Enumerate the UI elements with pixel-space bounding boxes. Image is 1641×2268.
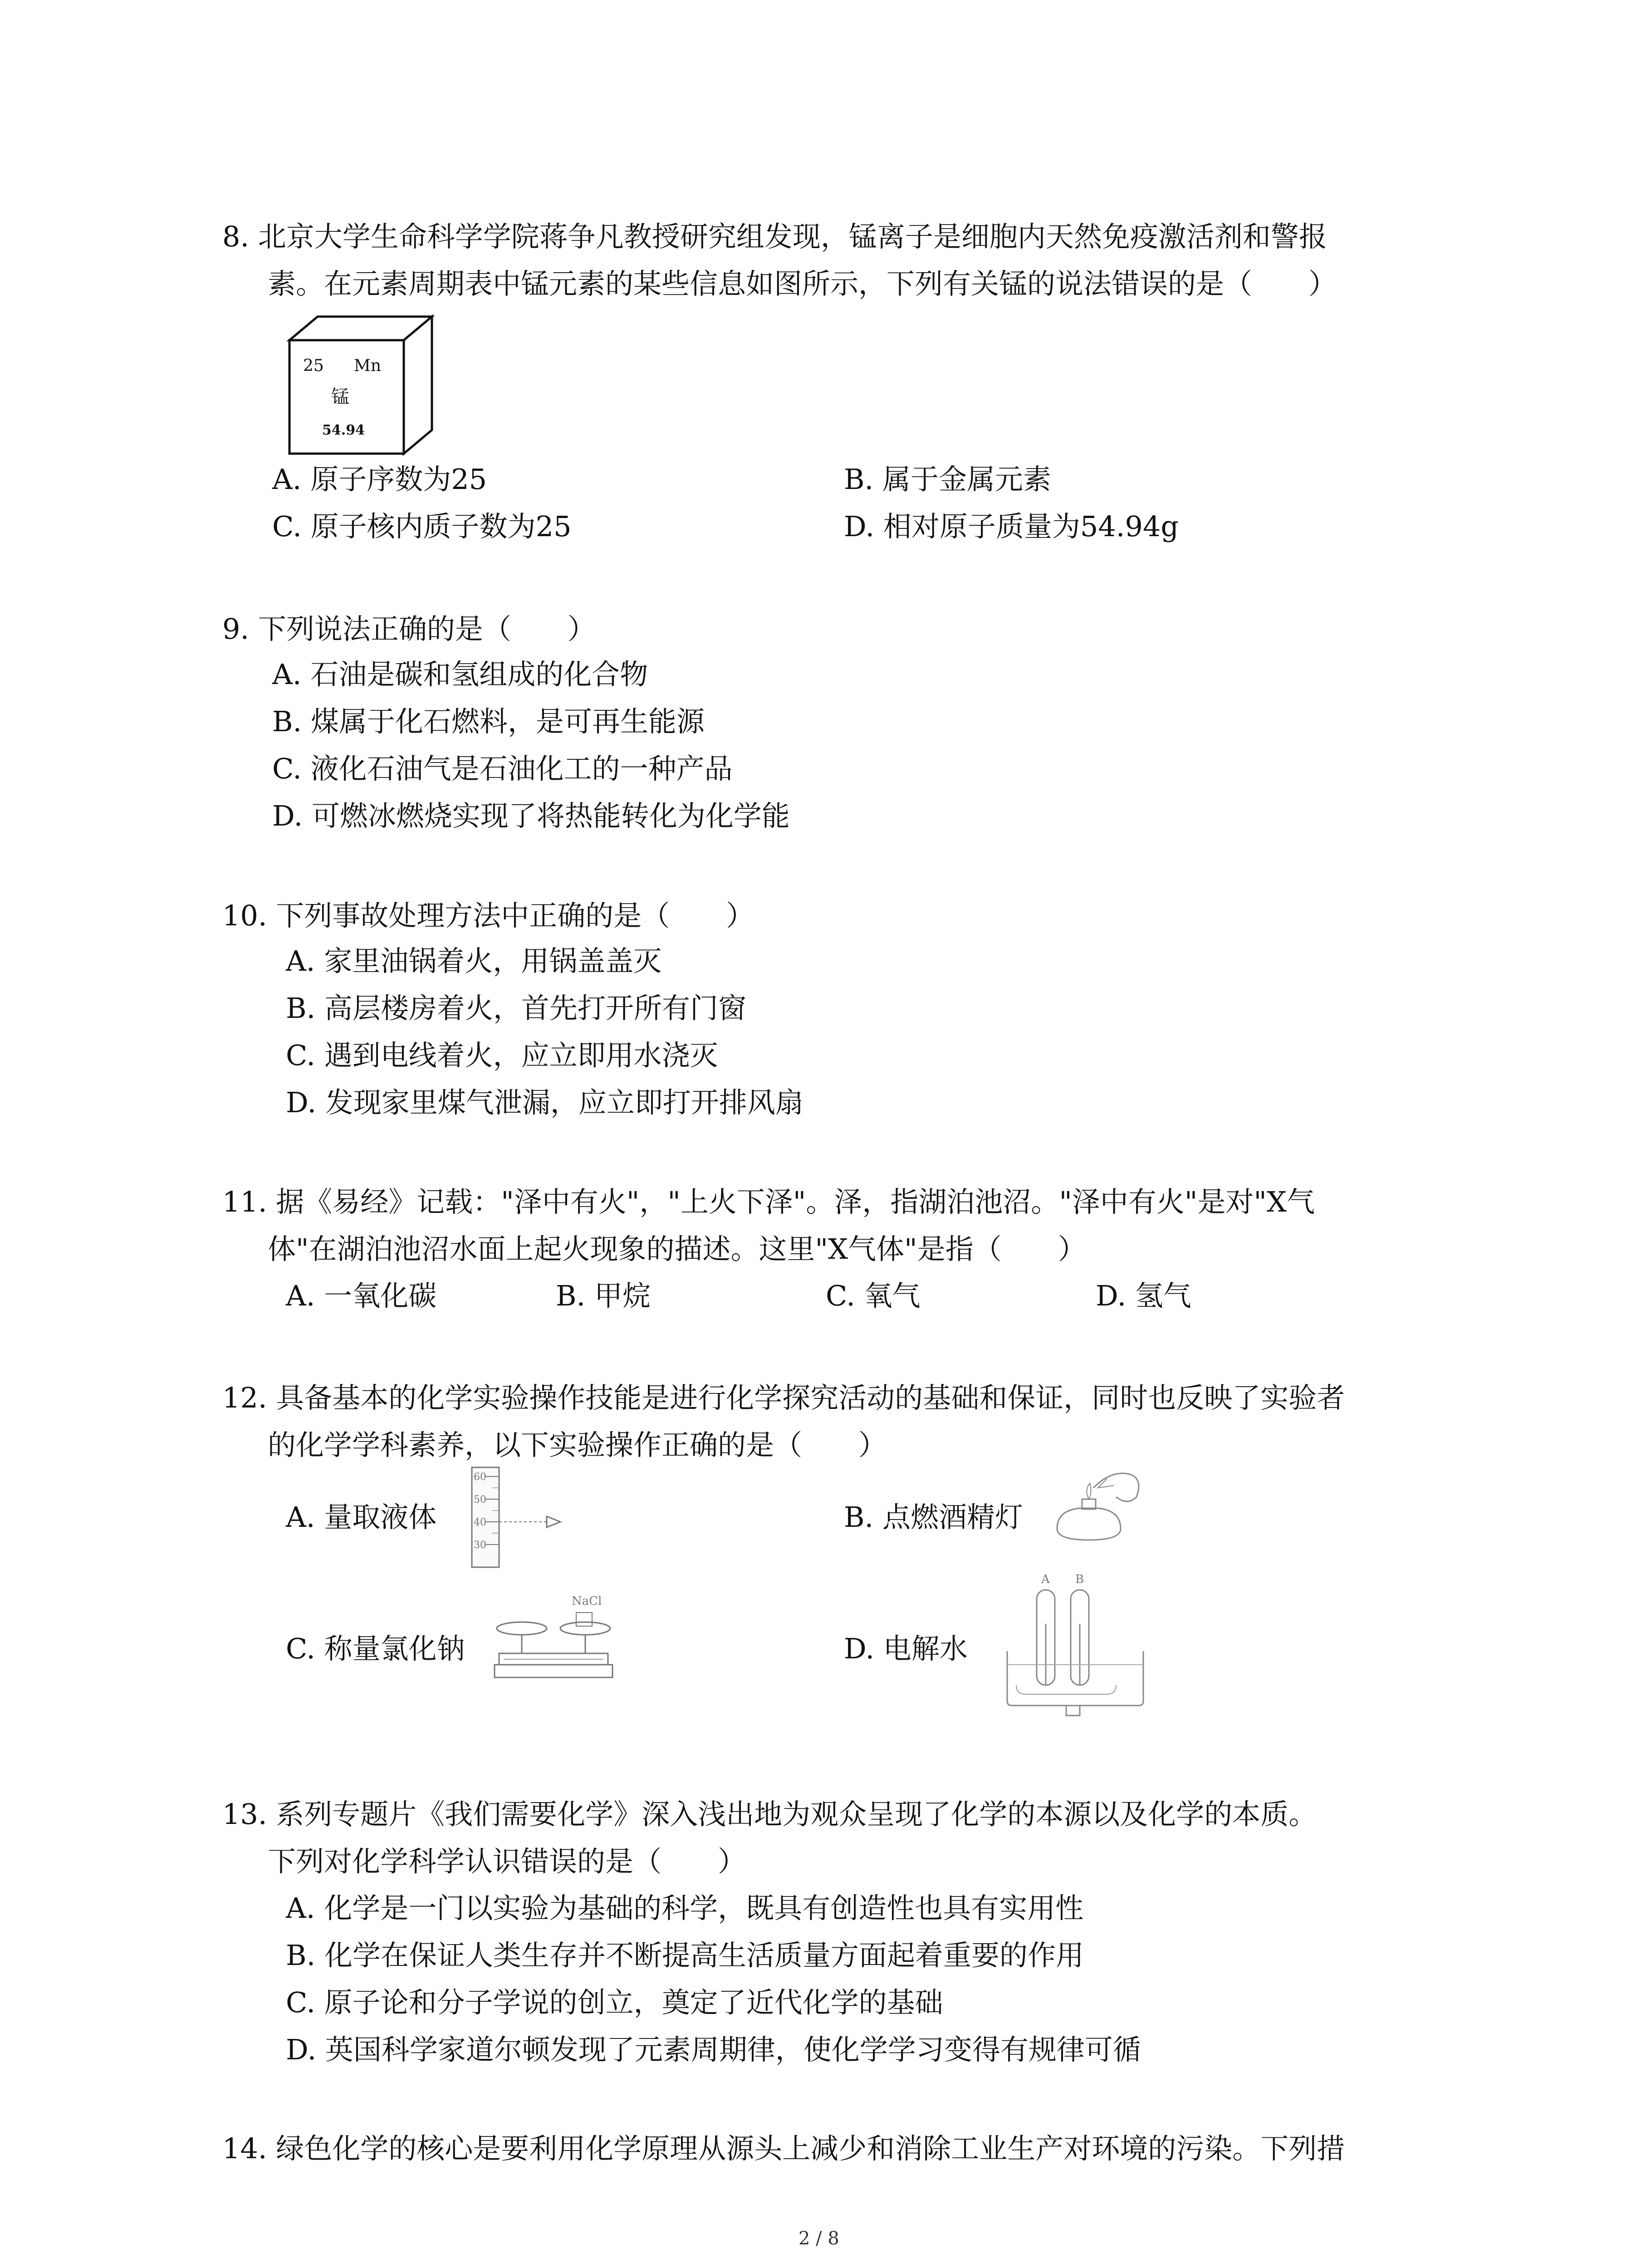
q9-option-c: C. 液化石油气是石油化工的一种产品: [272, 752, 733, 785]
q11-option-d: D. 氢气: [1096, 1279, 1191, 1312]
q12-line-1: 12. 具备基本的化学实验操作技能是进行化学探究活动的基础和保证，同时也反映了实验者: [222, 1381, 1345, 1414]
cylinder-tick-60: 60: [474, 1471, 486, 1483]
nacl-label: NaCl: [572, 1594, 602, 1608]
q9-line-1: 9. 下列说法正确的是（ ）: [222, 612, 596, 645]
q12-option-c: C. 称量氯化钠: [286, 1632, 465, 1665]
q12-line-2: 的化学学科素养，以下实验操作正确的是（ ）: [268, 1428, 887, 1461]
electrolysis-apparatus-figure: [998, 1569, 1161, 1724]
element-symbol: Mn: [354, 357, 382, 375]
q10-option-b: B. 高层楼房着火，首先打开所有门窗: [286, 992, 746, 1025]
cylinder-tick-50: 50: [474, 1494, 486, 1505]
manganese-element-cell: [286, 313, 436, 458]
cylinder-tick-40: 40: [474, 1517, 486, 1528]
q12-option-d: D. 电解水: [844, 1632, 968, 1665]
q10-option-d: D. 发现家里煤气泄漏，应立即打开排风扇: [286, 1086, 803, 1119]
q13-option-a: A. 化学是一门以实验为基础的科学，既具有创造性也具有实用性: [286, 1892, 1084, 1925]
cylinder-tick-30: 30: [474, 1540, 486, 1551]
q12-option-a: A. 量取液体: [286, 1501, 437, 1534]
q11-line-2: 体"在湖泊池沼水面上起火现象的描述。这里"X气体"是指（ ）: [268, 1232, 1086, 1266]
q12-option-b: B. 点燃酒精灯: [844, 1501, 1023, 1534]
q8-line-2: 素。在元素周期表中锰元素的某些信息如图所示，下列有关锰的说法错误的是（ ）: [268, 267, 1337, 300]
balance-scale-figure: [490, 1592, 622, 1687]
q8-option-d: D. 相对原子质量为54.94g: [844, 510, 1179, 543]
q10-line-1: 10. 下列事故处理方法中正确的是（ ）: [222, 899, 754, 932]
page-number: 2 / 8: [798, 2228, 839, 2249]
q13-option-d: D. 英国科学家道尔顿发现了元素周期律，使化学学习变得有规律可循: [286, 2033, 1141, 2066]
q13-option-b: B. 化学在保证人类生存并不断提高生活质量方面起着重要的作用: [286, 1939, 1084, 1972]
q8-option-c: C. 原子核内质子数为25: [272, 510, 572, 543]
q9-option-a: A. 石油是碳和氢组成的化合物: [272, 658, 648, 691]
q10-option-a: A. 家里油锅着火，用锅盖盖灭: [286, 944, 662, 978]
q14-line-1: 14. 绿色化学的核心是要利用化学原理从源头上减少和消除工业生产对环境的污染。下列措: [222, 2132, 1345, 2165]
q11-line-1: 11. 据《易经》记载："泽中有火"，"上火下泽"。泽，指湖泊池沼。"泽中有火"是对"X气: [222, 1185, 1315, 1218]
q11-option-a: A. 一氧化碳: [286, 1279, 437, 1312]
q8-option-b: B. 属于金属元素: [844, 463, 1051, 496]
q9-option-d: D. 可燃冰燃烧实现了将热能转化为化学能: [272, 799, 790, 832]
element-name: 锰: [331, 386, 349, 407]
graduated-cylinder-figure: [467, 1463, 572, 1572]
q8-line-1: 8. 北京大学生命科学学院蒋争凡教授研究组发现，锰离子是细胞内天然免疫激活剂和警报: [222, 220, 1327, 253]
q11-option-b: B. 甲烷: [556, 1279, 651, 1312]
q9-option-b: B. 煤属于化石燃料，是可再生能源: [272, 705, 705, 738]
q10-option-c: C. 遇到电线着火，应立即用水浇灭: [286, 1039, 718, 1072]
tube-b-label: B: [1075, 1573, 1084, 1586]
q11-option-c: C. 氧气: [826, 1279, 921, 1312]
atomic-number: 25: [303, 357, 324, 375]
tube-a-label: A: [1041, 1573, 1050, 1586]
atomic-mass: 54.94: [322, 422, 365, 438]
alcohol-lamp-figure: [1039, 1461, 1157, 1547]
q13-option-c: C. 原子论和分子学说的创立，奠定了近代化学的基础: [286, 1986, 943, 2019]
q13-line-2: 下列对化学科学认识错误的是（ ）: [268, 1845, 746, 1878]
q8-option-a: A. 原子序数为25: [272, 463, 487, 496]
q13-line-1: 13. 系列专题片《我们需要化学》深入浅出地为观众呈现了化学的本源以及化学的本质。: [222, 1798, 1317, 1831]
